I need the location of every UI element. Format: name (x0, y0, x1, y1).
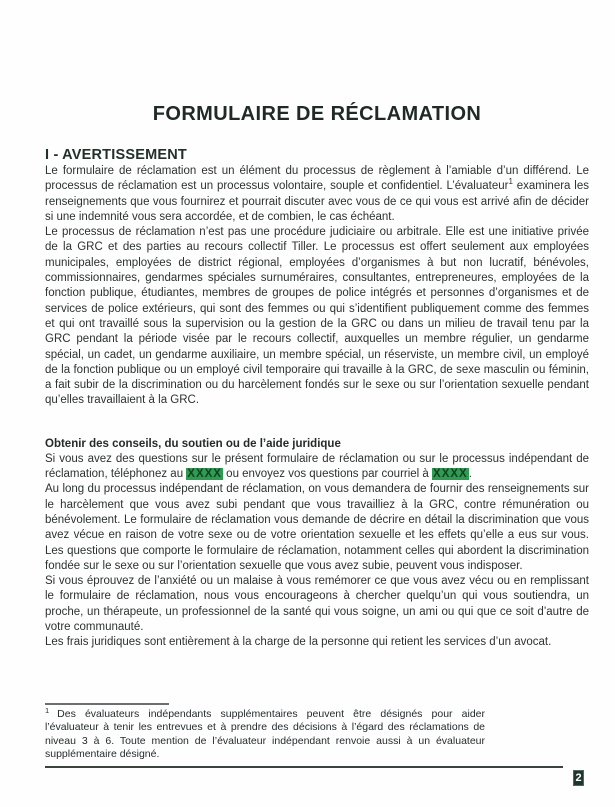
footnote (45, 705, 485, 762)
paragraph-legal-fees: Les frais juridiques sont entièrement à la charge de la personne qui retient les services d’un avocat. (45, 636, 552, 649)
paragraph-process-details: Au long du processus indépendant de réclamation, on vous demandera de fournir des renseignements sur le harcèlement que vous avez subi pendant que vous travailliez à la GRC, contre rémunération ou bénévolement. Le formulaire de réclamation vous demande de décrire en détail la discrimination que vous avez vécue en raison de votre sexe ou de votre orientation sexuelle et les effets qu’elle a eus sur vous. Les questions que comporte le formulaire de réclamation, notamment celles qui abordent la discrimination fondée sur le sexe ou sur l’orientation sexuelle que vous avez subie, peuvent vous indisposer. (45, 483, 589, 572)
content-column (45, 0, 589, 651)
paragraph-contact-text: Si vous avez des questions sur le présent formulaire de réclamation ou sur le processus indépendant de réclamation, téléphonez au (45, 452, 589, 481)
section-heading-avertissement: I - AVERTISSEMENT (45, 147, 187, 163)
phone-redaction-highlight: XXXX (187, 468, 222, 481)
paragraph-support: Si vous éprouvez de l’anxiété ou un malaise à vous remémorer ce que vous avez vécu ou en remplissant le formulaire de réclamation, nous vous encourageons à chercher quelqu’un qui vous soutiendra, un proche, un thérapeute, un professionnel de la santé qui vous soigne, un ami ou qui que ce soit d’autre de votre communauté. (45, 575, 589, 634)
email-redaction-highlight: XXXX (433, 468, 468, 481)
paragraph-contact-period: . (468, 468, 472, 481)
paragraph-eligibility: Le processus de réclamation n’est pas une procédure judiciaire ou arbitrale. Elle est une initiative privée de la GRC et des parties au recours collectif Tiller. Le processus est offert seulement aux employées municipales, employées de district régional, employées d’organismes à but non lucratif, bénévoles, commissionnaires, gendarmes spéciales surnuméraires, consultantes, entrepreneures, employées de la fonction publique, étudiantes, membres de groupes de police intégrés et personnes d’organismes et de services de police extérieurs, qui sont des femmes ou qui s’identifient publiquement comme des femmes et qui ont travaillé sous la supervision ou la gestion de la GRC ou dans un milieu de travail tenu par la GRC pendant la période visée par le recours collectif, auxquelles un membre régulier, un gendarme spécial, un cadet, un gendarme auxiliaire, un membre spécial, un réserviste, un membre civil, un employé de la fonction publique ou un employé civil temporaire qui travaille à la GRC, de sexe masculin ou féminin, a fait subir de la discrimination ou du harcèlement fondés sur le sexe ou sur l’orientation sexuelle pendant qu’elles travaillaient à la GRC. (45, 226, 589, 407)
paragraph-intro-text: Le formulaire de réclamation est un élément du processus de règlement à l’amiable d’un différend. Le processus de réclamation est un processus volontaire, souple et confidentiel. L’évaluateur (45, 165, 589, 193)
paragraph-contact-text-cont: ou envoyez vos questions par courriel à (222, 468, 433, 481)
page-title: FORMULAIRE DE RÉCLAMATION (152, 103, 482, 125)
page-footer-rule (45, 766, 563, 768)
paragraph-intro-text-cont: examinera les renseignements que vous fournirez et pourrait discuter avec vous de ce qui vous est arrivé afin de décider si une indemnité vous sera accordée, et de combien, le cas échéant. (45, 180, 589, 223)
paragraph-contact (45, 452, 589, 483)
paragraph-intro (45, 164, 589, 225)
subheading-conseils-soutien: Obtenir des conseils, du soutien ou de l’aide juridique (45, 437, 341, 450)
footnote-separator (45, 703, 169, 705)
footnote-text: Des évaluateurs indépendants supplémentaires peuvent être désignés pour aider l’évaluateur à tenir les entrevues et à prendre des décisions à l’égard des réclamations de niveau 3 à 6. Toute mention de l’évaluateur indépendant renvoie aussi à un évaluateur supplémentaire désigné. (45, 708, 485, 761)
footnote-number: 1 (45, 705, 50, 715)
footnote-reference-marker: 1 (508, 177, 513, 187)
page-number-badge: 2 (573, 770, 584, 786)
